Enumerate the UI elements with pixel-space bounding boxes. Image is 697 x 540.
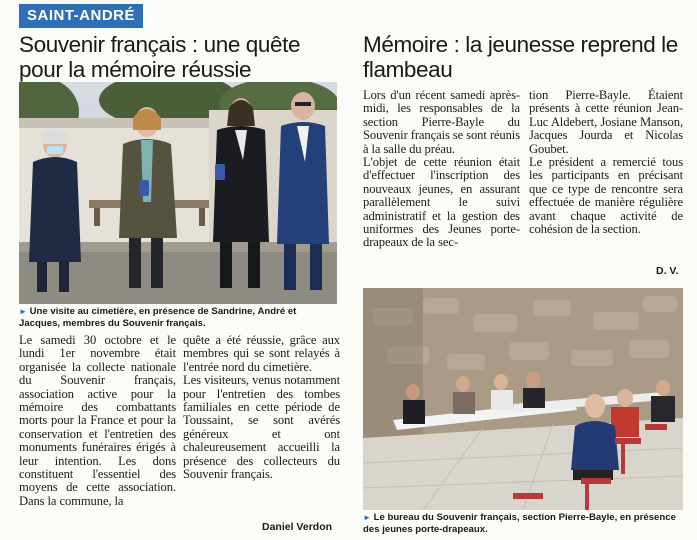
left-photo-caption [19,306,337,330]
left-article-column-2 [183,334,340,481]
caption-bullet-icon: ► [363,513,371,522]
right-article-signature: D. V. [656,265,679,277]
left-article-headline: Souvenir français : une quête pour la mémoire réussie [19,32,301,82]
right-article-paragraph: Le président a remercié tous les participants en précisant que ce type de rencontre sera effectuée de manière régulière avant chaque activité de cohésion de la section. [529,155,683,237]
left-article-paragraph: quête a été réussie, grâce aux membres qui se sont relayés à l'entrée nord du cimetière. [183,333,340,374]
section-label: SAINT-ANDRÉ [19,4,143,28]
caption-bullet-icon: ► [19,307,27,316]
right-photo-caption-text: Le bureau du Souvenir français, section Pierre-Bayle, en présence des jeunes porte-drapeaux. [363,512,676,535]
meeting-room-photo [363,288,683,510]
left-article-paragraph: Les visiteurs, venus notamment pour l'entretien des tombes familiales en cette période de Toussaint, se sont avérés généreux et ont chaleureusement accueilli la présence des collecteurs du Souvenir français. [183,373,340,482]
right-article-paragraph: Lors d'un récent samedi après-midi, les responsables de la section Pierre-Bayle du Souvenir français se sont réunis à la salle du préau. [363,88,520,156]
cemetery-visit-illustration [19,82,337,304]
left-article-column-1 [19,334,176,508]
right-article-column-2 [529,89,683,236]
cemetery-visit-photo [19,82,337,304]
right-article-paragraph: tion Pierre-Bayle. Étaient présents à cette réunion Jean-Luc Aldebert, Josiane Manson, Jacques Jourda et Nicolas Goubet. [529,88,683,156]
meeting-room-illustration [363,288,683,510]
left-article-signature: Daniel Verdon [262,521,333,533]
right-article-headline: Mémoire : la jeunesse reprend le flambeau [363,32,678,82]
right-photo-caption [363,512,683,536]
left-photo-caption-text: Une visite au cimetière, en présence de Sandrine, André et Jacques, membres du Souvenir français. [19,306,297,329]
right-article-column-1 [363,89,520,250]
left-article-paragraph: Le samedi 30 octobre et le lundi 1er novembre était organisée la collecte nationale du Souvenir français, association active pour la mémoire des combattants morts pour la France et pour la conservation et l'entretien des monuments funéraires érigés à leur intention. Les dons constituent l'essentiel des moyens de cette association. Dans la commune, la [19,333,176,508]
right-article-paragraph: L'objet de cette réunion était d'effectuer l'inscription des nouveaux jeunes, en assurant parallèlement le suivi administratif et la gestion des uniformes des Jeunes porte-drapeaux de la sec- [363,155,520,250]
